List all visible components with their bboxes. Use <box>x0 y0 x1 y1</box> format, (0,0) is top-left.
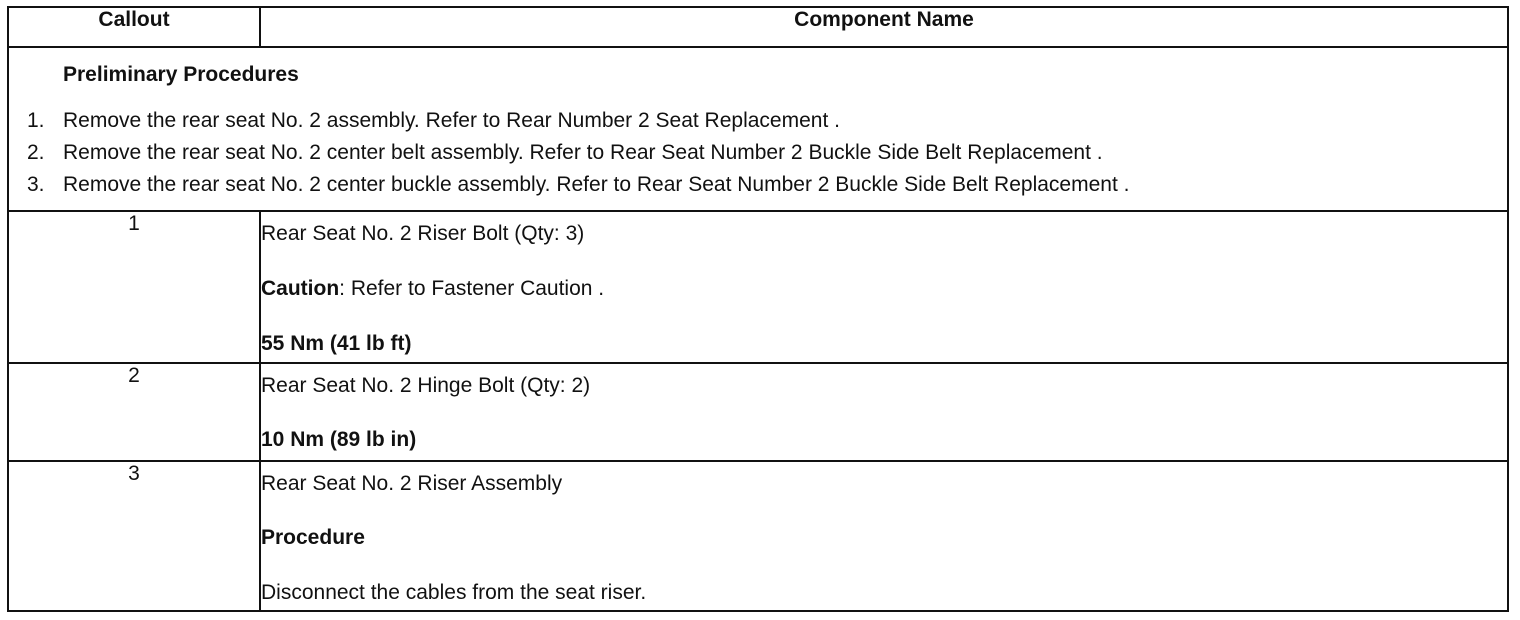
table-row <box>8 461 1508 611</box>
component-table <box>7 6 1509 612</box>
preliminary-step <box>9 105 1507 137</box>
table-row <box>8 211 1508 363</box>
preliminary-step <box>9 137 1507 169</box>
step-text: Remove the rear seat No. 2 assembly. Refer to Rear Number 2 Seat Replacement . <box>63 109 840 132</box>
step-number: 3. <box>27 173 45 196</box>
component-cell <box>260 211 1508 363</box>
table-row <box>8 363 1508 461</box>
torque-spec: 55 Nm (41 lb ft) <box>261 332 412 355</box>
preliminary-steps-list <box>9 105 1507 201</box>
step-number: 2. <box>27 141 45 164</box>
caution-label: Caution <box>261 277 340 300</box>
caution-note <box>261 277 1507 301</box>
callout-cell: 2 <box>8 363 260 461</box>
callout-cell: 1 <box>8 211 260 363</box>
preliminary-step <box>9 169 1507 201</box>
preliminary-row <box>8 47 1508 211</box>
component-name: Rear Seat No. 2 Riser Assembly <box>261 472 563 495</box>
header-row <box>8 7 1508 47</box>
caution-text: : Refer to Fastener Caution . <box>339 277 605 300</box>
callout-cell: 3 <box>8 461 260 611</box>
procedure-text: Disconnect the cables from the seat riser. <box>261 581 647 604</box>
component-name: Rear Seat No. 2 Hinge Bolt (Qty: 2) <box>261 374 591 397</box>
component-cell <box>260 461 1508 611</box>
preliminary-procedures-title: Preliminary Procedures <box>63 63 299 86</box>
procedure-label: Procedure <box>261 526 365 549</box>
torque-spec: 10 Nm (89 lb in) <box>261 428 417 451</box>
step-number: 1. <box>27 109 45 132</box>
component-name-header: Component Name <box>260 7 1508 47</box>
callout-header: Callout <box>8 7 260 47</box>
preliminary-procedures-cell <box>8 47 1508 211</box>
step-text: Remove the rear seat No. 2 center buckle assembly. Refer to Rear Seat Number 2 Buckle Side Belt Replacement . <box>63 173 1130 196</box>
component-name: Rear Seat No. 2 Riser Bolt (Qty: 3) <box>261 222 585 245</box>
component-cell <box>260 363 1508 461</box>
step-text: Remove the rear seat No. 2 center belt assembly. Refer to Rear Seat Number 2 Buckle Side Belt Replacement . <box>63 141 1103 164</box>
